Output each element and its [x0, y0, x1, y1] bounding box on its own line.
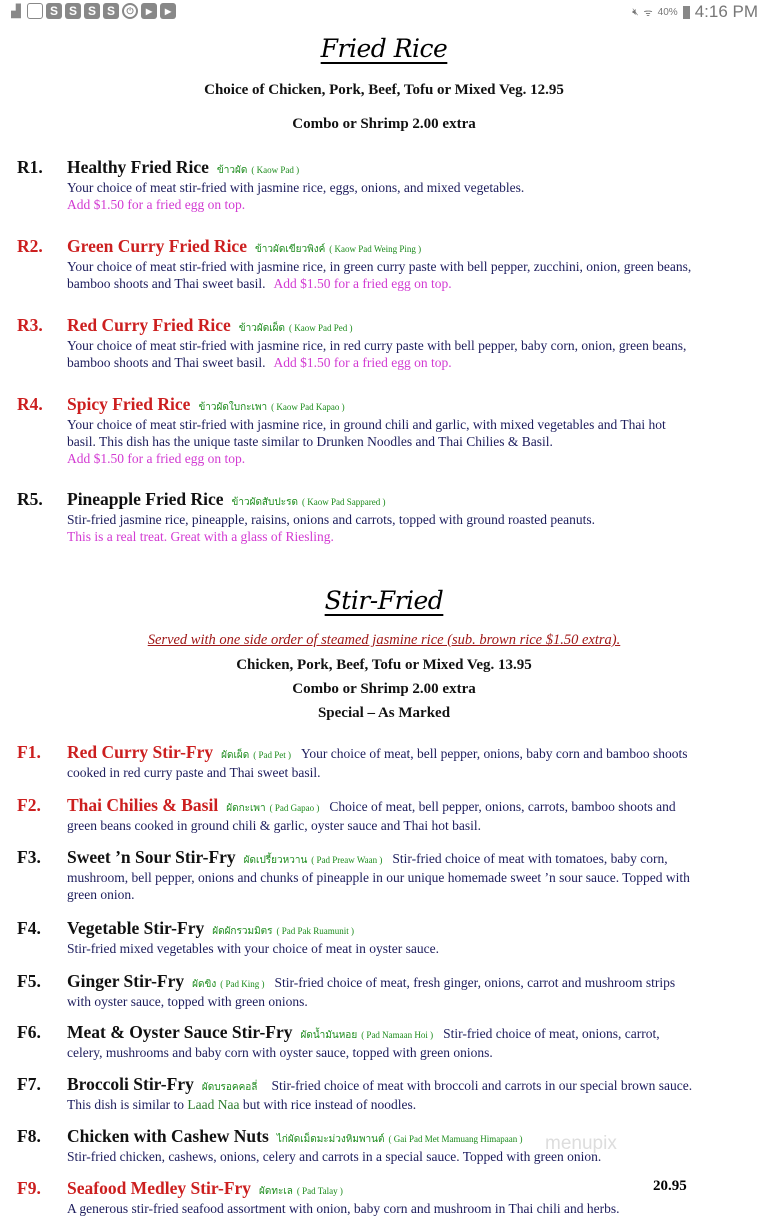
- menu-item: [0, 236, 768, 292]
- item-name: Chicken with Cashew Nuts: [67, 1126, 269, 1146]
- item-name: Spicy Fried Rice: [67, 394, 191, 414]
- item-romanized-name: ( Kaow Pad Kapao ): [271, 402, 345, 412]
- item-thai-name: ผัดกะเพา: [226, 803, 266, 814]
- fried-rice-subtitle-2: Combo or Shrimp 2.00 extra: [292, 116, 476, 132]
- item-description: Choice of meat, bell pepper, onions, carrots, bamboo shoots and green beans cooked in ground chili & garlic, oyster sauce and Thai hot basil.: [67, 799, 676, 833]
- menu-item: [0, 1074, 768, 1113]
- item-code: F3.: [17, 847, 41, 867]
- item-description: Stir-fried mixed vegetables with your choice of meat in oyster sauce.: [67, 941, 439, 956]
- mute-icon: 🔇︎: [632, 6, 639, 18]
- status-bar: [0, 0, 768, 24]
- notification-icons: [8, 3, 176, 19]
- item-description: Stir-fried choice of meat, onions, carrot, celery, mushrooms and baby corn with oyster sauce, topped with green onions.: [67, 1026, 660, 1060]
- item-code: R2.: [17, 236, 43, 256]
- item-description: Your choice of meat, bell pepper, onions, baby corn and bamboo shoots cooked in red curry paste and Thai sweet basil.: [67, 746, 688, 780]
- item-code: F6.: [17, 1022, 41, 1042]
- item-description: Stir-fried choice of meat with tomatoes, baby corn, mushroom, bell pepper, onions and chunks of pineapple in our unique homemade sweet ’n sour sauce. Topped with green onion.: [67, 851, 690, 902]
- item-code: R3.: [17, 315, 43, 335]
- item-description: A generous stir-fried seafood assortment with onion, baby corn and mushroom in Thai chili and herbs.: [67, 1201, 620, 1216]
- fried-rice-heading: [0, 34, 768, 63]
- menu-item: [0, 1022, 768, 1061]
- item-content: [67, 157, 697, 213]
- item-thai-name: ผัดทะเล: [259, 1186, 293, 1197]
- item-note: Add $1.50 for a fried egg on top.: [67, 451, 246, 466]
- item-content: [67, 918, 697, 957]
- item-code: R4.: [17, 394, 43, 414]
- item-name: Thai Chilies & Basil: [67, 795, 219, 815]
- item-note: Add $1.50 for a fried egg on top.: [273, 355, 452, 370]
- menu-item: [0, 847, 768, 903]
- item-name: Ginger Stir-Fry: [67, 971, 185, 991]
- item-name: Sweet ’n Sour Stir-Fry: [67, 847, 236, 867]
- item-content: [67, 742, 697, 781]
- item-thai-name: ข้าวผัดเผ็ด: [238, 323, 285, 334]
- item-name: Red Curry Fried Rice: [67, 315, 231, 335]
- item-description: but with rice instead of noodles.: [239, 1097, 417, 1112]
- item-romanized-name: ( Gai Pad Met Mamuang Himapaan ): [388, 1134, 523, 1144]
- item-romanized-name: ( Pad Talay ): [296, 1186, 343, 1196]
- item-name: Seafood Medley Stir-Fry: [67, 1178, 252, 1198]
- s-icon: S: [46, 3, 62, 19]
- item-thai-name: ข้าวผัด: [216, 165, 248, 176]
- youtube-icon: ▸: [141, 3, 157, 19]
- menu-item: [0, 742, 768, 781]
- item-name: Broccoli Stir-Fry: [67, 1074, 194, 1094]
- item-content: [67, 489, 697, 545]
- stir-fried-subtitle-2: Combo or Shrimp 2.00 extra: [292, 681, 476, 697]
- item-content: [67, 315, 697, 371]
- s-icon: S: [65, 3, 81, 19]
- item-code: F1.: [17, 742, 41, 762]
- item-code: R1.: [17, 157, 43, 177]
- menu-item: [0, 1178, 768, 1217]
- menu-item: [0, 795, 768, 834]
- item-description: Stir-fried choice of meat with broccoli and carrots in our special brown sauce. This dish is similar to: [67, 1078, 693, 1112]
- dish-reference: Laad Naa: [187, 1097, 240, 1112]
- wifi-icon: ᯤ: [643, 8, 653, 19]
- menu-item: [0, 1126, 768, 1165]
- battery-percent: 40%: [657, 6, 678, 18]
- youtube-icon: ▸: [160, 3, 176, 19]
- item-code: F8.: [17, 1126, 41, 1146]
- item-description: Stir-fried choice of meat, fresh ginger, onions, carrot and mushroom strips with oyster sauce, topped with green onions.: [67, 975, 676, 1009]
- menu-item: [0, 971, 768, 1010]
- item-name: Healthy Fried Rice: [67, 157, 209, 177]
- item-code: F7.: [17, 1074, 41, 1094]
- item-description: Stir-fried jasmine rice, pineapple, raisins, onions and carrots, topped with ground roasted peanuts.: [67, 512, 595, 527]
- item-thai-name: ข้าวผัดเขียวพิงค์: [254, 244, 326, 255]
- stir-fried-heading: [0, 586, 768, 615]
- stir-fried-title: Stir-Fried: [324, 586, 444, 615]
- item-description: Your choice of meat stir-fried with jasmine rice, eggs, onions, and mixed vegetables.: [67, 180, 525, 195]
- fried-rice-title: Fried Rice: [320, 34, 448, 63]
- s-icon: S: [103, 3, 119, 19]
- item-thai-name: ไก่ผัดเม็ดมะม่วงหิมพานต์: [276, 1134, 385, 1145]
- menu-item: [0, 315, 768, 371]
- item-name: Red Curry Stir-Fry: [67, 742, 214, 762]
- item-name: Vegetable Stir-Fry: [67, 918, 205, 938]
- item-description: Your choice of meat stir-fried with jasmine rice, in red curry paste with bell pepper, baby corn, onion, green beans, bamboo shoots and Thai sweet basil.: [67, 338, 687, 370]
- item-thai-name: ผัดบรอคคอลี่: [201, 1082, 258, 1093]
- power-icon: ⏻: [122, 3, 138, 19]
- item-content: [67, 795, 697, 834]
- item-code: R5.: [17, 489, 43, 509]
- item-description: Stir-fried chicken, cashews, onions, celery and carrots in a special sauce. Topped with green onion.: [67, 1149, 602, 1164]
- fried-rice-subtitle-1: Choice of Chicken, Pork, Beef, Tofu or Mixed Veg. 12.95: [204, 82, 564, 98]
- item-romanized-name: ( Kaow Pad ): [251, 165, 300, 175]
- item-description: Your choice of meat stir-fried with jasmine rice, in green curry paste with bell pepper, zucchini, onion, green beans, bamboo shoots and Thai sweet basil.: [67, 259, 692, 291]
- item-thai-name: ผัดขิง: [192, 979, 217, 990]
- item-romanized-name: ( Pad Gapao ): [269, 803, 320, 813]
- item-content: [67, 847, 697, 903]
- item-name: Meat & Oyster Sauce Stir-Fry: [67, 1022, 293, 1042]
- item-thai-name: ข้าวผัดสับปะรด: [231, 497, 298, 508]
- broom-icon: ▟: [11, 4, 21, 18]
- item-code: F2.: [17, 795, 41, 815]
- item-thai-name: ผัดน้ำมันหอย: [300, 1030, 358, 1041]
- item-thai-name: ผัดเผ็ด: [221, 750, 250, 761]
- item-code: F9.: [17, 1178, 41, 1198]
- item-thai-name: ผัดเปรี้ยวหวาน: [243, 855, 308, 866]
- item-name: Green Curry Fried Rice: [67, 236, 247, 256]
- item-content: [67, 1022, 697, 1061]
- item-thai-name: ผัดผักรวมมิตร: [212, 926, 273, 937]
- watermark: menupix: [545, 1133, 617, 1154]
- menu-item: [0, 489, 768, 545]
- item-description: Your choice of meat stir-fried with jasmine rice, in ground chili and garlic, with mixed vegetables and Thai hot basil. This dish has the unique taste similar to Drunken Noodles and Thai Chilies & Basil.: [67, 417, 666, 449]
- battery-icon: [683, 6, 690, 19]
- item-romanized-name: ( Pad Pak Ruamunit ): [276, 926, 355, 936]
- item-code: F4.: [17, 918, 41, 938]
- item-romanized-name: ( Kaow Pad Sappared ): [301, 497, 386, 507]
- stir-fried-subtitle-1: Chicken, Pork, Beef, Tofu or Mixed Veg. 13.95: [236, 657, 532, 673]
- item-note: This is a real treat. Great with a glass of Riesling.: [67, 529, 334, 544]
- item-romanized-name: ( Pad Pet ): [253, 750, 291, 760]
- item-name: Pineapple Fried Rice: [67, 489, 224, 509]
- item-content: [67, 1178, 697, 1217]
- item-note: Add $1.50 for a fried egg on top.: [273, 276, 452, 291]
- item-thai-name: ข้าวผัดใบกะเพา: [198, 402, 268, 413]
- item-romanized-name: ( Pad King ): [220, 979, 265, 989]
- menu-item: [0, 157, 768, 213]
- clock: 4:16 PM: [694, 2, 758, 21]
- menu-item: [0, 918, 768, 957]
- item-code: F5.: [17, 971, 41, 991]
- item-note: Add $1.50 for a fried egg on top.: [67, 197, 246, 212]
- served-with-note: Served with one side order of steamed jasmine rice (sub. brown rice $1.50 extra).: [147, 632, 621, 648]
- gallery-icon: [27, 3, 43, 19]
- item-romanized-name: ( Kaow Pad Weing Ping ): [329, 244, 422, 254]
- s-icon: S: [84, 3, 100, 19]
- item-content: [67, 394, 697, 467]
- item-content: [67, 971, 697, 1010]
- stir-fried-subtitle-3: Special – As Marked: [317, 705, 451, 721]
- item-romanized-name: ( Kaow Pad Ped ): [288, 323, 353, 333]
- menu-item: [0, 394, 768, 467]
- item-romanized-name: ( Pad Preaw Waan ): [311, 855, 383, 865]
- item-content: [67, 1074, 697, 1113]
- item-romanized-name: ( Pad Namaan Hoi ): [361, 1030, 434, 1040]
- item-price: 20.95: [653, 1178, 687, 1194]
- item-content: [67, 236, 697, 292]
